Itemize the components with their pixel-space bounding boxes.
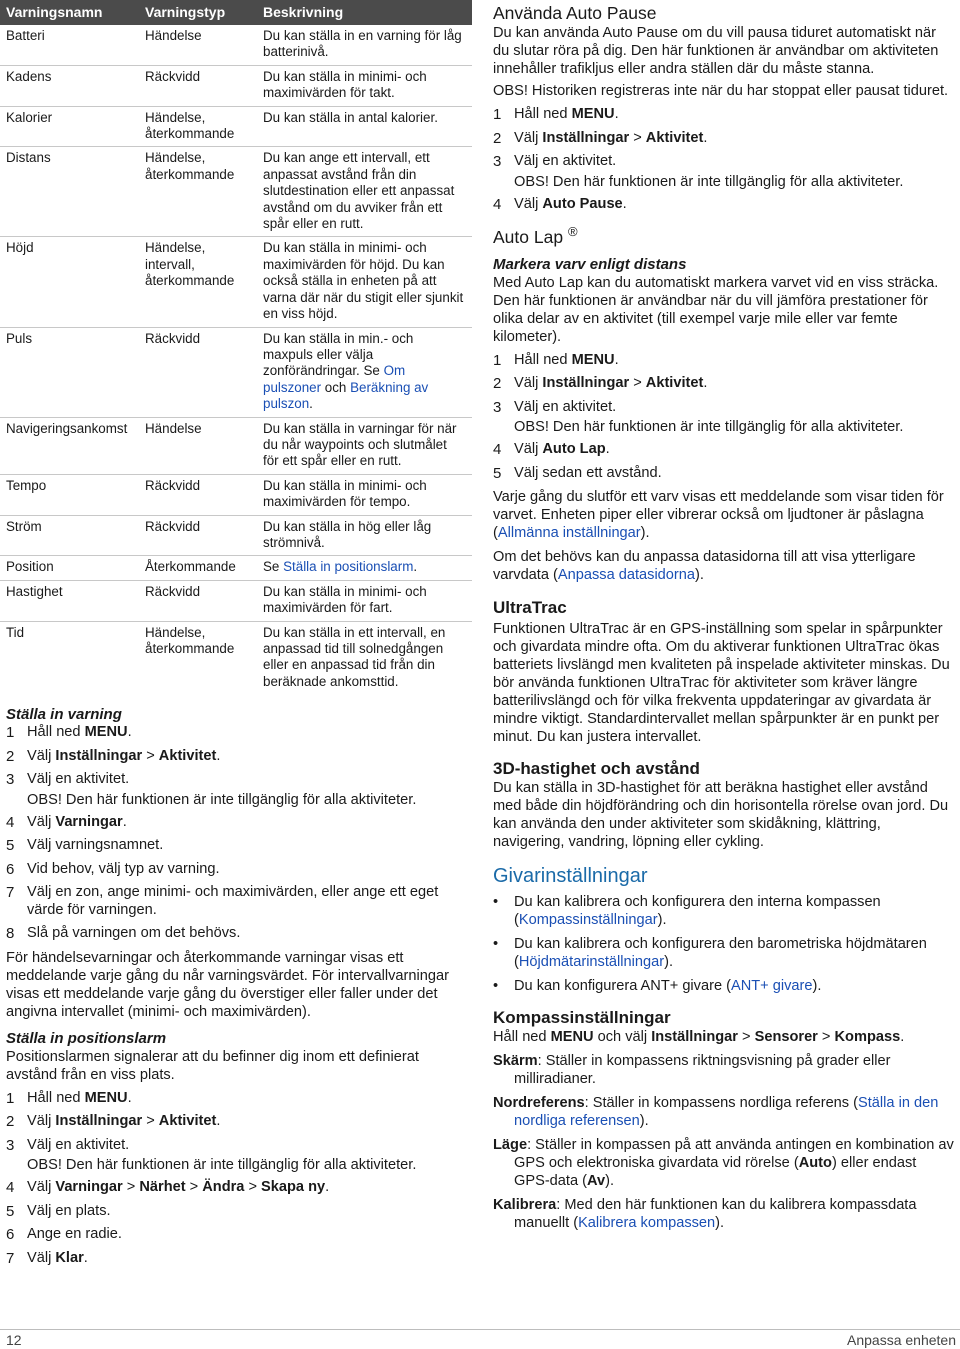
alert-name: Tempo (6, 477, 47, 493)
definition-kalibrera (493, 1196, 956, 1232)
note (6, 791, 472, 809)
table-row (0, 147, 472, 237)
alerts-table (0, 0, 472, 694)
paragraph: Positionslarmen signalerar att du befinner dig inom ett definierat avstånd från en viss plats. (6, 1048, 419, 1083)
alert-name: Kadens (6, 68, 52, 84)
note-label: OBS! (493, 83, 528, 99)
alert-name: Tid (6, 624, 25, 640)
keyword: Av (587, 1173, 606, 1190)
step-number: 4 (6, 813, 15, 831)
para-text: ). (695, 567, 704, 584)
step-text: . (83, 1249, 88, 1266)
heading-givarinstallningar: Givarinställningar (493, 865, 648, 888)
step-text: . (325, 1179, 330, 1196)
col-header: Varningsnamn (0, 0, 139, 25)
step-number: 5 (6, 1202, 15, 1220)
keyword: Inställningar (651, 1029, 738, 1046)
alert-type: Händelse (145, 420, 202, 436)
def-text: : Ställer in kompassens nordliga referens ( (584, 1095, 859, 1112)
link-hojdmatarinstallningar[interactable]: Höjdmätarinställningar (518, 954, 665, 971)
alert-desc (257, 556, 472, 580)
step (6, 837, 472, 855)
para-text: ). (640, 525, 650, 542)
step-text: Välj (27, 813, 56, 830)
note-text: Den här funktionen är inte tillgänglig för alla aktiviteter. (61, 791, 417, 808)
step-text: . (216, 747, 221, 764)
alert-name: Hastighet (6, 583, 63, 599)
bullet-text: Du kan kalibrera och konfigurera den interna kompassen ( (514, 894, 881, 929)
definition-skarm (493, 1052, 956, 1088)
step (6, 1250, 472, 1268)
note-text: Historiken registreras inte när du har stoppat eller pausat tiduret. (527, 83, 949, 99)
step (493, 106, 956, 124)
step-number: 1 (6, 1089, 15, 1107)
step-text: . (122, 813, 127, 830)
step-number: 5 (6, 837, 15, 855)
step (493, 465, 956, 483)
step (6, 1113, 472, 1131)
note-label: OBS! (27, 1157, 62, 1174)
keyword: Sensorer (754, 1029, 818, 1046)
step-number: 8 (6, 925, 15, 943)
step (493, 130, 956, 148)
desc-text: Se (263, 559, 284, 575)
note (493, 82, 956, 100)
step-text: Välj varningsnamnet. (27, 837, 164, 854)
link-stalla-in-positionslarm[interactable]: Ställa in positionslarm (283, 559, 414, 575)
step-keyword: Aktivitet (645, 129, 704, 146)
step-keyword: Inställningar (55, 1113, 143, 1130)
step-number: 7 (6, 1249, 15, 1267)
heading-auto-lap (493, 221, 956, 248)
link-anpassa-datasidorna[interactable]: Anpassa datasidorna (557, 567, 696, 584)
alert-desc: Du kan ange ett intervall, ett anpassat avstånd från din slutdestination eller ett anpassat avstånd om du avviker från ett spår eller en rutt. (263, 150, 455, 232)
desc-text: och (321, 379, 351, 395)
step-text: Välj en aktivitet. (514, 153, 617, 169)
step-keyword: Skapa ny (261, 1179, 326, 1196)
alert-type: Räckvidd (145, 583, 201, 599)
step-text: Slå på varningen om det behövs. (27, 925, 241, 942)
step-number: 6 (6, 1226, 15, 1244)
subheading-markera-varv: Markera varv enligt distans (493, 255, 687, 273)
alert-name: Höjd (6, 240, 34, 256)
table-row (0, 237, 472, 327)
step-text: Välj (514, 195, 543, 212)
step-text: Välj (27, 1249, 56, 1266)
page-number: 12 (6, 1332, 22, 1348)
step-text: Välj (27, 747, 56, 764)
alert-type: Räckvidd (145, 330, 201, 346)
def-term: Nordreferens (493, 1095, 585, 1112)
step (493, 441, 956, 459)
alert-desc: Du kan ställa in minimi- och maximivärden för tempo. (263, 477, 427, 510)
step-number: 2 (493, 375, 502, 393)
step-keyword: MENU (84, 724, 128, 741)
step-text: Håll ned (27, 724, 85, 741)
def-text: ) eller endast GPS-data ( (514, 1155, 917, 1190)
heading-text: Auto Lap (493, 226, 564, 247)
alert-desc: Du kan ställa in antal kalorier. (263, 109, 438, 125)
step-keyword: Ändra (202, 1179, 245, 1196)
para-text: > (737, 1029, 755, 1046)
step (6, 1179, 472, 1197)
alert-name: Puls (6, 330, 33, 346)
para-text: > (817, 1029, 835, 1046)
alert-type: Händelse (145, 28, 202, 43)
step (493, 153, 956, 171)
step-number: 2 (493, 129, 502, 147)
step-number: 3 (493, 153, 502, 170)
paragraph: Du kan använda Auto Pause om du vill pausa tiduret automatiskt när du slutar röra på dig. Den här funktionen är användbar om aktiviteten innehåller trafikljus eller andra ställen där du måste stanna. (493, 25, 939, 77)
note-label: OBS! (514, 173, 549, 190)
step-text: . (622, 195, 627, 212)
table-row (0, 417, 472, 474)
step (6, 925, 472, 943)
alert-type: Räckvidd (145, 518, 201, 534)
step (6, 724, 472, 742)
step-keyword: Aktivitet (158, 747, 217, 764)
alert-type: Händelse, återkommande (145, 624, 235, 656)
alert-type: Händelse, intervall, återkommande (145, 240, 235, 289)
keyword: Auto (798, 1155, 832, 1172)
page-footer (0, 1329, 960, 1349)
alert-name: Batteri (6, 28, 45, 43)
def-term: Kalibrera (493, 1197, 557, 1214)
step-text: > (122, 1179, 140, 1196)
link-om-pulszoner[interactable]: Om pulszoner (263, 363, 406, 395)
para-text: Om det behövs kan du anpassa datasidorna till att visa ytterligare varvdata ( (493, 549, 916, 584)
bullet-dot: • (493, 936, 499, 953)
step-keyword: Inställningar (542, 129, 630, 146)
alert-name: Ström (6, 518, 42, 534)
col-header: Beskrivning (257, 0, 472, 25)
heading-stalla-in-varning: Ställa in varning (6, 706, 122, 724)
step-number: 5 (493, 464, 502, 482)
table-row (0, 621, 472, 694)
step (493, 352, 956, 370)
step-text: . (703, 129, 708, 146)
heading-stalla-in-positionslarm: Ställa in positionslarm (6, 1029, 167, 1047)
alert-procedure (0, 694, 472, 1267)
step (6, 861, 472, 879)
table-row (0, 327, 472, 417)
alert-desc: Du kan ställa in minimi- och maximivärden för höjd. Du kan också ställa in enheten på att varna där när du stigit eller sjunkit en viss höjd. (263, 240, 464, 322)
step-keyword: MENU (571, 351, 615, 368)
note-text: Den här funktionen är inte tillgänglig för alla aktiviteter. (548, 173, 904, 190)
def-text: : Med den här funktionen kan du kalibrera kompassdata manuellt ( (514, 1197, 917, 1232)
note (493, 173, 956, 191)
step-text: Välj en plats. (27, 1202, 111, 1219)
step-text: Välj (514, 441, 543, 458)
note-text: Den här funktionen är inte tillgänglig för alla aktiviteter. (61, 1157, 417, 1174)
step-text: Välj en aktivitet. (27, 1136, 130, 1153)
step-text: . (127, 724, 132, 741)
step-number: 2 (6, 1113, 15, 1131)
alert-type: Återkommande (145, 559, 236, 575)
link-kalibrera-kompassen[interactable]: Kalibrera kompassen (578, 1215, 716, 1232)
desc-text: Du kan ställa in min.- och maxpuls eller välja zonförändringar. Se (263, 330, 414, 379)
step-text: > (629, 129, 646, 146)
desc-text: . (309, 396, 313, 412)
step-keyword: MENU (84, 1089, 128, 1106)
alert-name: Position (6, 559, 54, 575)
step-number: 1 (6, 724, 15, 742)
def-text: : Ställer in kompassens riktningsvisning på grader eller milliradianer. (514, 1053, 891, 1088)
link-nordliga-referensen[interactable]: Ställa in den nordliga referensen (514, 1095, 939, 1130)
step-number: 2 (6, 747, 15, 765)
step-text: Ange en radie. (27, 1226, 122, 1243)
def-text: ). (605, 1173, 615, 1190)
step-text: Håll ned (27, 1089, 85, 1106)
step-text: Välj sedan ett avstånd. (514, 464, 662, 481)
heading-anvanda-auto-pause: Använda Auto Pause (493, 3, 657, 23)
def-term: Skärm (493, 1053, 538, 1070)
step (6, 1090, 472, 1108)
step-keyword: MENU (571, 106, 615, 122)
definition-lage (493, 1136, 956, 1190)
step-keyword: Aktivitet (645, 375, 704, 392)
alert-desc: Du kan ställa in minimi- och maximivärden för fart. (263, 583, 427, 616)
step (493, 375, 956, 393)
bullet-dot: • (493, 978, 499, 995)
step-text: Välj en aktivitet. (514, 398, 617, 415)
step-number: 4 (493, 441, 502, 459)
paragraph (493, 548, 956, 584)
step (6, 771, 472, 789)
note-label: OBS! (514, 419, 549, 436)
para-text: . (900, 1029, 905, 1046)
step-keyword: Inställningar (542, 375, 630, 392)
link-allmanna-installningar[interactable]: Allmänna inställningar (497, 525, 641, 542)
step-text: > (142, 1113, 159, 1130)
bullet-dot: • (493, 894, 499, 911)
alert-type: Räckvidd (145, 477, 201, 493)
bullet-item (493, 935, 956, 971)
bullet-text: ). (812, 978, 822, 995)
step-text: . (127, 1089, 132, 1106)
step-text: Välj (27, 1179, 56, 1196)
step (6, 748, 472, 766)
keyword: Kompass (834, 1029, 901, 1046)
step-keyword: Klar (55, 1249, 84, 1266)
alert-type: Händelse, återkommande (145, 109, 235, 142)
bullet-text: ). (657, 912, 667, 929)
step-number: 3 (6, 1136, 15, 1154)
table-row (0, 25, 472, 65)
step-text: . (614, 106, 619, 122)
table-row (0, 65, 472, 106)
link-ant-givare[interactable]: ANT+ givare (730, 978, 813, 995)
alert-desc: Du kan ställa in minimi- och maximivärden för takt. (263, 68, 427, 101)
step-keyword: Auto Pause (542, 195, 623, 212)
table-row (0, 515, 472, 556)
step (6, 1203, 472, 1221)
step-text: Välj en zon, ange minimi- och maximivärden, eller ange ett eget värde för varningen. (27, 884, 439, 918)
step-keyword: Varningar (55, 1179, 123, 1196)
heading-3d-hastighet: 3D-hastighet och avstånd (493, 759, 700, 779)
alert-name: Distans (6, 150, 51, 166)
table-row (0, 556, 472, 580)
paragraph (493, 1028, 956, 1046)
step (6, 884, 472, 919)
def-term: Läge (493, 1137, 528, 1154)
step-number: 3 (493, 398, 502, 416)
alert-desc: Du kan ställa in hög eller låg strömnivå. (263, 518, 432, 550)
note (6, 1156, 472, 1174)
bullet-text: Du kan kalibrera och konfigurera den barometriska höjdmätaren ( (514, 936, 927, 971)
paragraph (493, 488, 956, 542)
alert-desc: Du kan ställa in ett intervall, en anpassad tid till solnedgången eller en anpassad tid från din beräknade ankomsttid. (263, 624, 446, 689)
registered-mark: ® (567, 224, 578, 239)
step-text: > (629, 375, 646, 392)
step-number: 3 (6, 771, 15, 789)
keyword: MENU (550, 1029, 594, 1046)
paragraph: För händelsevarningar och återkommande varningar visas ett meddelande varje gång du når varningsvärdet. För intervallvarningar visas ett meddelande varje gång du överstiger eller faller under det angivna intervallet (minimi- och maximivärden). (6, 949, 449, 1020)
step-text: . (605, 441, 610, 458)
step (6, 814, 472, 832)
step-number: 4 (493, 195, 502, 213)
step-text: Håll ned (514, 351, 572, 368)
para-text: Varje gång du slutför ett varv visas ett meddelande som visar tiden för varvet. Enheten piper eller vibrerar också om ljudtoner är påslagna ( (493, 489, 944, 542)
alert-type: Händelse, återkommande (145, 150, 235, 182)
para-text: Håll ned (493, 1029, 551, 1046)
paragraph: Du kan ställa in 3D-hastighet för att beräkna hastighet eller avstånd med både din höjdförändring och din horisontella rörelse ovan jord. Du kan använda den under aktiviteter som skidåkning, klättring, navigering, vandring, löpning eller cykling. (493, 780, 949, 851)
bullet-item (493, 977, 956, 995)
step-number: 1 (493, 106, 502, 123)
left-column (0, 0, 472, 1267)
step-text: > (185, 1179, 203, 1196)
bullet-text: ). (664, 954, 673, 971)
def-text: ). (715, 1215, 725, 1232)
step-text: > (142, 747, 159, 764)
table-row (0, 474, 472, 515)
table-row (0, 580, 472, 621)
alert-desc (257, 327, 472, 417)
step-text: . (703, 375, 708, 392)
definition-nordreferens (493, 1094, 956, 1130)
link-kompassinstallningar[interactable]: Kompassinställningar (518, 912, 658, 929)
step-text: . (614, 351, 619, 368)
def-text: : Ställer in kompassen på att använda antingen en kombination av GPS och elektroniska givardata vid rörelse ( (514, 1137, 954, 1172)
table-header-row (0, 0, 472, 25)
step-text: Välj (514, 129, 543, 146)
step-keyword: Auto Lap (542, 441, 606, 458)
para-text: och välj (593, 1029, 652, 1046)
step-keyword: Inställningar (55, 747, 143, 764)
paragraph: Funktionen UltraTrac är en GPS-inställning som spelar in spårpunkter och givardata mindre ofta. Om du aktiverar funktionen UltraTrac ökas batteriets livslängd men kvaliteten på inspelade aktiviteter minskas. Du bör använda funktionen UltraTrac för aktiviteter som kräver längre batterilivslängd och för vilka frekventa uppdateringar av givardata är mindre viktigt. Standardintervallet mellan spårpunkter är en punkt per minut. Du kan justera intervallet. (493, 621, 950, 746)
step-text: > (244, 1179, 262, 1196)
step-number: 1 (493, 351, 502, 369)
step-text: Välj (27, 1113, 56, 1130)
note (493, 418, 956, 436)
table-row (0, 106, 472, 147)
link-berakning-av-pulszon[interactable]: Beräkning av pulszon (263, 379, 429, 412)
step-number: 6 (6, 860, 15, 878)
note-text: Den här funktionen är inte tillgänglig för alla aktiviteter. (548, 419, 904, 436)
alert-type: Räckvidd (145, 68, 201, 84)
alert-name: Kalorier (6, 109, 53, 125)
step-keyword: Aktivitet (158, 1113, 217, 1130)
heading-ultratrac: UltraTrac (493, 598, 567, 618)
paragraph: Med Auto Lap kan du automatiskt markera varvet vid en viss sträcka. Den här funktionen är användbar när du vill jämföra prestationer för olika delar av en aktivitet (till exempel varje mile eller var femte kilometer). (493, 274, 939, 345)
step-keyword: Varningar (55, 813, 123, 830)
step-number: 4 (6, 1179, 15, 1197)
desc-text: . (413, 559, 418, 575)
bullet-item (493, 893, 956, 929)
def-text: ). (639, 1113, 649, 1130)
col-header: Varningstyp (139, 0, 257, 25)
step-text: . (216, 1113, 221, 1130)
step-text: Vid behov, välj typ av varning. (27, 860, 220, 877)
step (6, 1137, 472, 1155)
step-text: Håll ned (514, 106, 572, 122)
alert-name: Navigeringsankomst (6, 420, 128, 436)
bullet-text: Du kan konfigurera ANT+ givare ( (514, 978, 731, 995)
step (6, 1226, 472, 1244)
note-label: OBS! (27, 791, 62, 808)
alert-desc: Du kan ställa in varningar för när du når waypoints och slutmålet för ett spår eller en rutt. (263, 420, 457, 469)
step-text: Välj (514, 375, 543, 392)
step-text: Välj en aktivitet. (27, 771, 130, 788)
step-keyword: Närhet (139, 1179, 186, 1196)
step (493, 196, 956, 214)
section-name: Anpassa enheten (847, 1332, 956, 1348)
step (493, 399, 956, 417)
step-number: 7 (6, 884, 15, 902)
heading-kompassinstallningar: Kompassinställningar (493, 1008, 671, 1028)
right-column (493, 0, 956, 1232)
alert-desc: Du kan ställa in en varning för låg batterinivå. (263, 28, 462, 60)
